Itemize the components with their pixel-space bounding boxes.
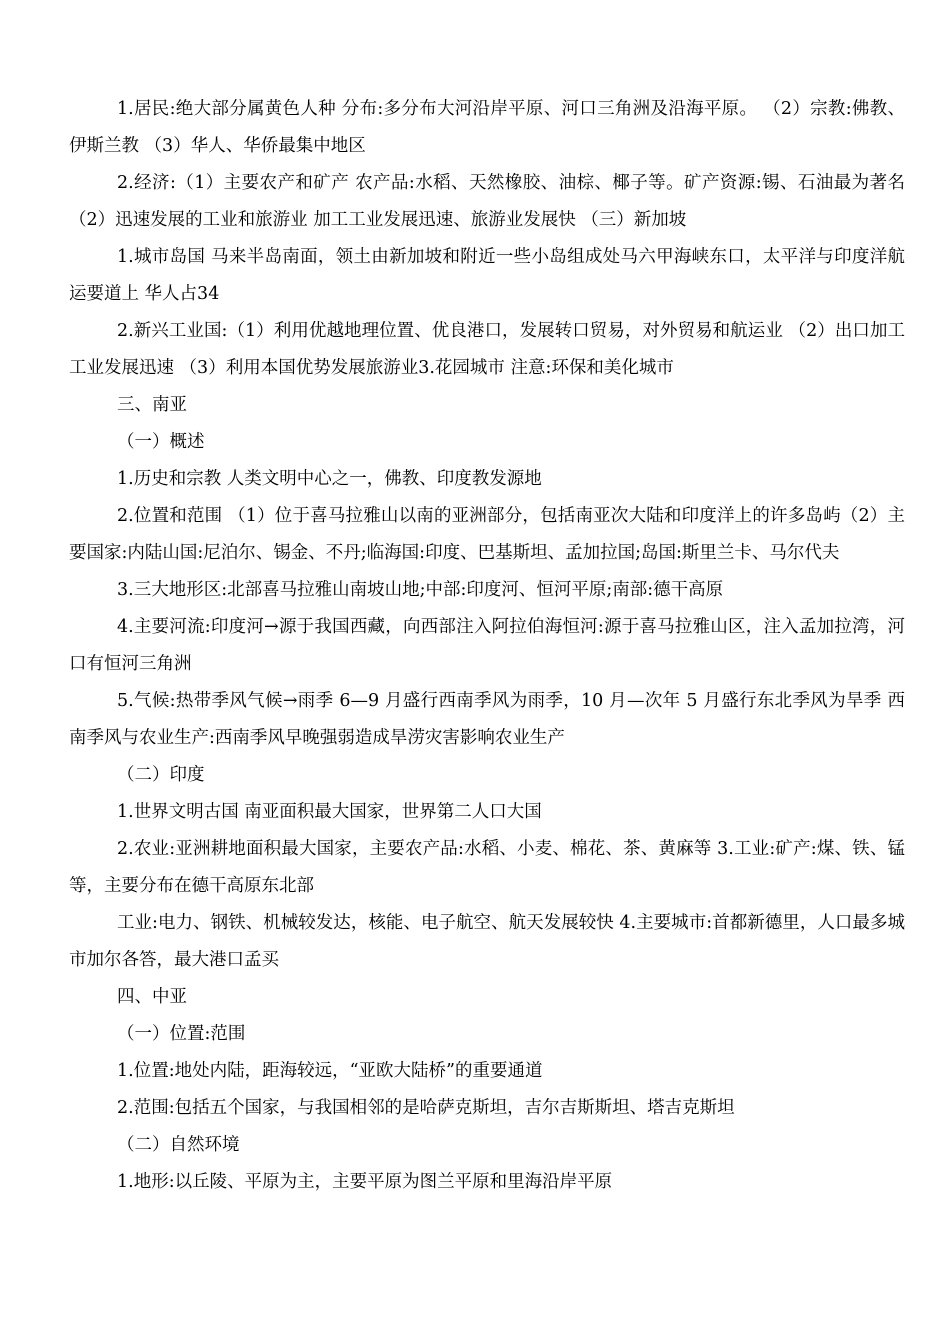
paragraph-india-industry: 工业:电力、钢铁、机械较发达，核能、电子航空、航天发展较快 4.主要城市:首都新德里，人口最多城市加尔各答，最大港口孟买 [69, 913, 905, 970]
subsection-heading-location: （一）位置:范围 [117, 1024, 246, 1044]
paragraph-economy: 2.经济:（1）主要农产和矿产 农产品:水稻、天然橡胶、油棕、椰子等。矿产资源:锡、石油最为著名 （2）迅速发展的工业和旅游业 加工工业发展迅速、旅游业发展快 （三）新加坡 [69, 173, 905, 230]
subsection-heading-environment: （二）自然环境 [117, 1135, 240, 1155]
subsection-heading-overview: （一）概述 [117, 432, 205, 452]
document-page [69, 91, 905, 1201]
paragraph-singapore-industry: 2.新兴工业国:（1）利用优越地理位置、优良港口，发展转口贸易，对外贸易和航运业 （2）出口加工工业发展迅速 （3）利用本国优势发展旅游业3.花园城市 注意:环保和美化城市 [69, 321, 905, 378]
paragraph-singapore-island: 1.城市岛国 马来半岛南面，领土由新加坡和附近一些小岛组成处马六甲海峡东口，太平洋与印度洋航运要道上 华人占34 [69, 247, 905, 304]
paragraph-climate: 5.气候:热带季风气候→雨季 6—9 月盛行西南季风为雨季，10 月—次年 5 月盛行东北季风为旱季 西南季风与农业生产:西南季风早晚强弱造成旱涝灾害影响农业生产 [69, 691, 905, 748]
paragraph-central-asia-location: 1.位置:地处内陆，距海较远，“亚欧大陆桥”的重要通道 [117, 1061, 543, 1081]
paragraph-history-religion: 1.历史和宗教 人类文明中心之一，佛教、印度教发源地 [117, 469, 542, 489]
paragraph-residents: 1.居民:绝大部分属黄色人种 分布:多分布大河沿岸平原、河口三角洲及沿海平原。 （2）宗教:佛教、伊斯兰教 （3）华人、华侨最集中地区 [69, 99, 905, 156]
paragraph-location-range: 2.位置和范围 （1）位于喜马拉雅山以南的亚洲部分，包括南亚次大陆和印度洋上的许多岛屿（2）主要国家:内陆山国:尼泊尔、锡金、不丹;临海国:印度、巴基斯坦、孟加拉国;岛国:斯里兰卡、马尔代夫 [69, 506, 905, 563]
subsection-heading-india: （二）印度 [117, 765, 205, 785]
paragraph-terrain: 1.地形:以丘陵、平原为主，主要平原为图兰平原和里海沿岸平原 [117, 1172, 613, 1192]
paragraph-central-asia-range: 2.范围:包括五个国家，与我国相邻的是哈萨克斯坦，吉尔吉斯斯坦、塔吉克斯坦 [117, 1098, 735, 1118]
paragraph-rivers: 4.主要河流:印度河→源于我国西藏，向西部注入阿拉伯海恒河:源于喜马拉雅山区，注入孟加拉湾，河口有恒河三角洲 [69, 617, 905, 674]
section-heading-south-asia: 三、南亚 [117, 395, 187, 415]
paragraph-landforms: 3.三大地形区:北部喜马拉雅山南坡山地;中部:印度河、恒河平原;南部:德干高原 [117, 580, 724, 600]
section-heading-central-asia: 四、中亚 [117, 987, 187, 1007]
paragraph-india-civilization: 1.世界文明古国 南亚面积最大国家，世界第二人口大国 [117, 802, 542, 822]
paragraph-india-agriculture: 2.农业:亚洲耕地面积最大国家，主要农产品:水稻、小麦、棉花、茶、黄麻等 3.工业:矿产:煤、铁、锰等，主要分布在德干高原东北部 [69, 839, 905, 896]
